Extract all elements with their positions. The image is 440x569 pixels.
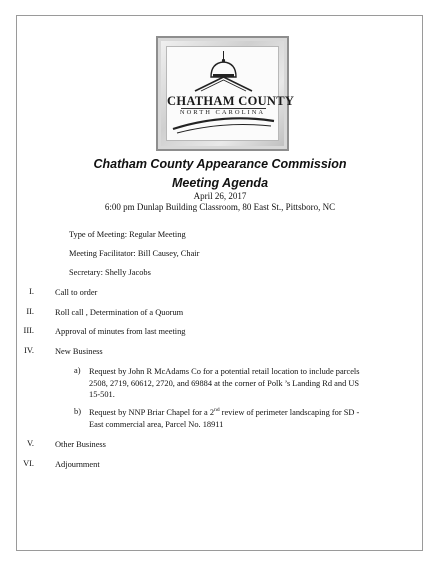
agenda-item-adjournment: Adjournment bbox=[55, 460, 100, 469]
agenda-item-approval-minutes: Approval of minutes from last meeting bbox=[55, 327, 186, 336]
item-b-text: review of perimeter landscaping for SD - bbox=[219, 408, 360, 417]
sub-item-letter: b) bbox=[74, 407, 81, 416]
agenda-item-call-to-order: Call to order bbox=[55, 288, 98, 297]
logo-panel bbox=[166, 46, 295, 141]
agenda-numeral: V. bbox=[26, 439, 34, 448]
item-a-line: Request by John R McAdams Co for a potential retail location to include parcels bbox=[89, 367, 360, 376]
document-title: Meeting Agenda bbox=[171, 176, 269, 190]
agenda-numeral: III. bbox=[23, 326, 34, 335]
meeting-secretary: Secretary: Shelly Jacobs bbox=[69, 268, 151, 277]
logo-subtitle: NORTH CAROLINA bbox=[179, 109, 266, 116]
agenda-numeral: VI. bbox=[23, 459, 34, 468]
agenda-numeral: IV. bbox=[24, 346, 34, 355]
item-b-line bbox=[89, 407, 359, 419]
ordinal-suffix: nd bbox=[214, 407, 220, 414]
meeting-type: Type of Meeting: Regular Meeting bbox=[69, 230, 186, 239]
new-business-item-b bbox=[89, 407, 359, 430]
meeting-date: April 26, 2017 bbox=[193, 191, 247, 201]
organization-title: Chatham County Appearance Commission bbox=[93, 157, 347, 171]
agenda-numeral: II. bbox=[26, 307, 34, 316]
meeting-time-location: 6:00 pm Dunlap Building Classroom, 80 East St., Pittsboro, NC bbox=[104, 202, 336, 212]
agenda-numeral: I. bbox=[29, 287, 34, 296]
item-a-line: 15-501. bbox=[89, 390, 115, 399]
meeting-facilitator: Meeting Facilitator: Bill Causey, Chair bbox=[69, 249, 200, 258]
logo-title: CHATHAM COUNTY bbox=[167, 94, 295, 108]
item-b-line: East commercial area, Parcel No. 18911 bbox=[89, 419, 224, 429]
agenda-item-new-business: New Business bbox=[55, 347, 103, 356]
item-b-text: Request by NNP Briar Chapel for a 2 bbox=[89, 408, 215, 417]
sub-item-letter: a) bbox=[74, 366, 81, 375]
new-business-item-a bbox=[89, 366, 360, 401]
item-a-line: 2508, 2719, 60612, 2720, and 69884 at the corner of Polk ’s Landing Rd and US bbox=[89, 378, 360, 388]
agenda-item-other-business: Other Business bbox=[55, 440, 106, 449]
county-logo bbox=[156, 36, 295, 151]
agenda-item-roll-call: Roll call , Determination of a Quorum bbox=[55, 308, 184, 317]
